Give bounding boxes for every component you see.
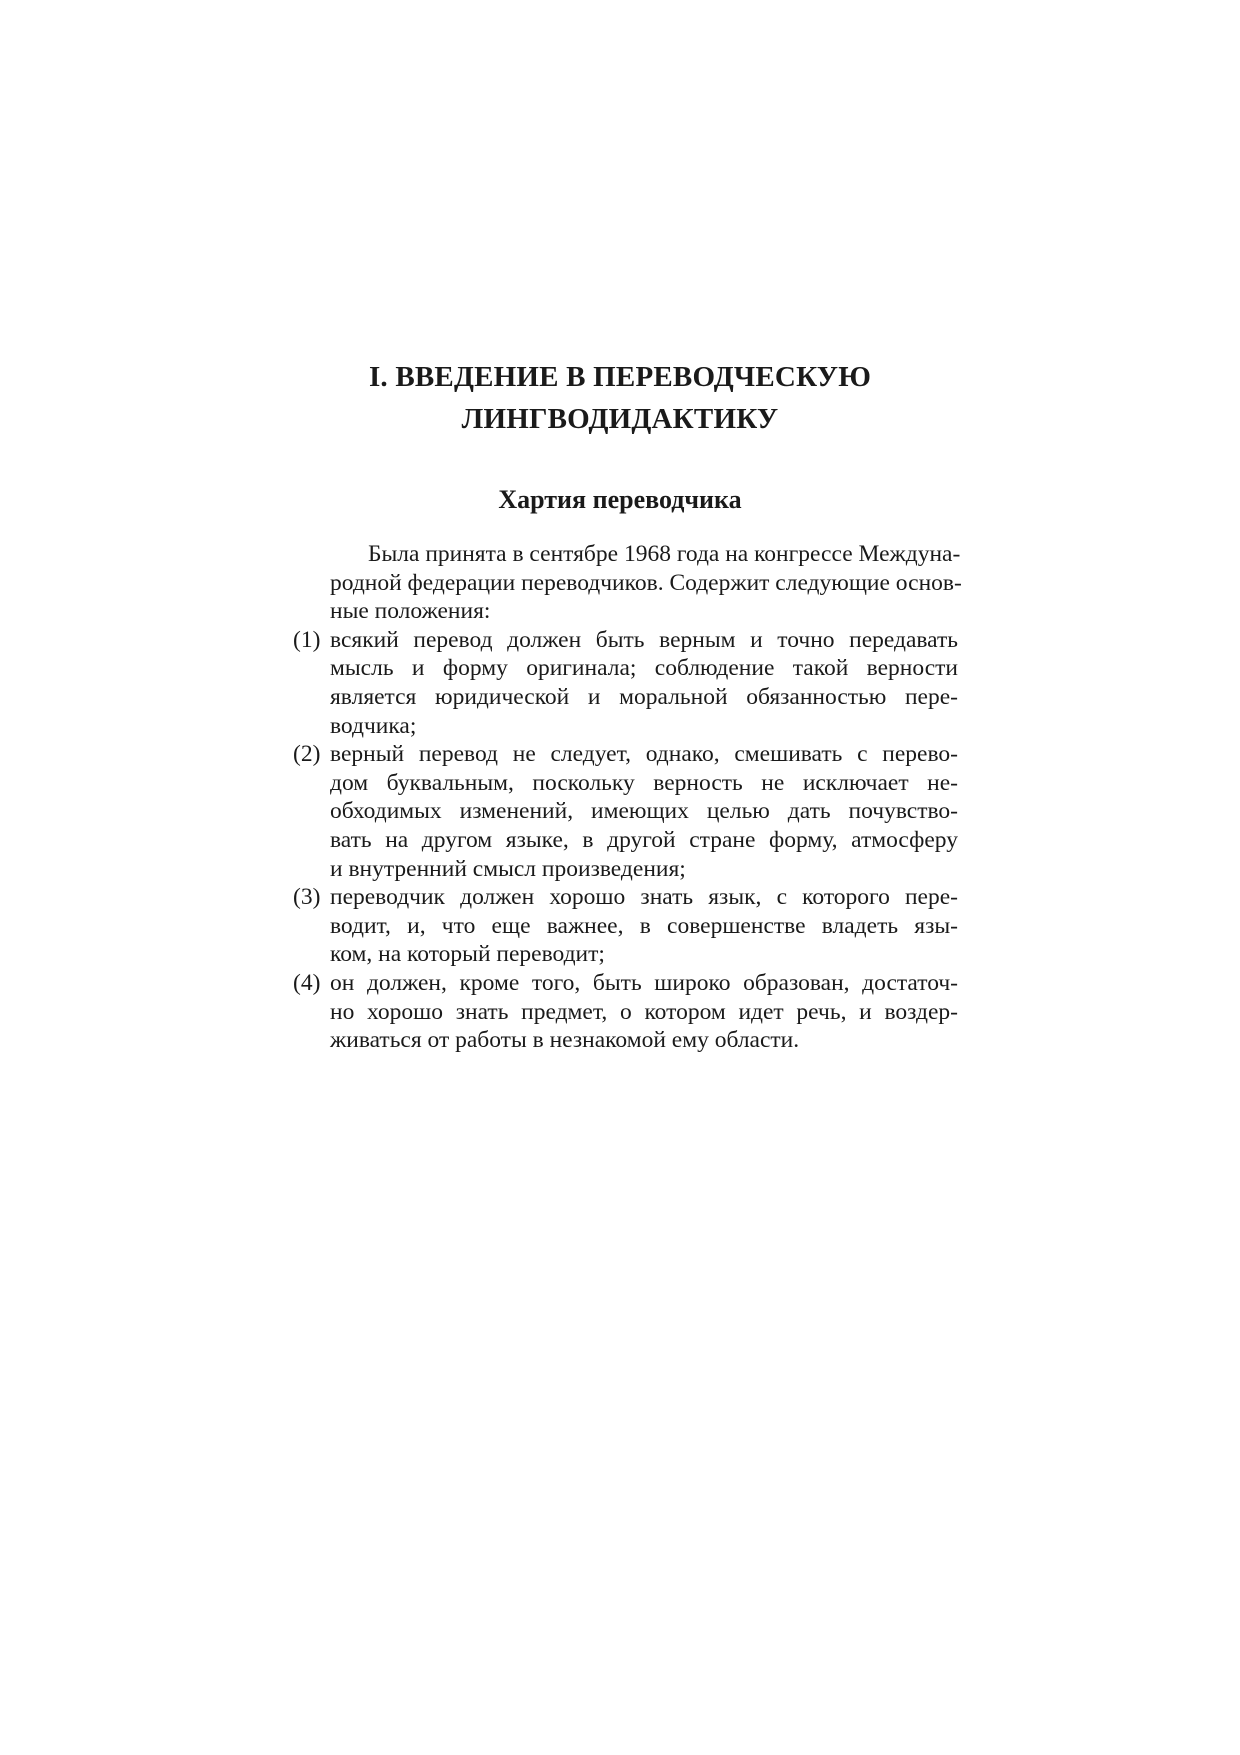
list-item-line: мысль и форму оригинала; соблюдение такой верности (330, 655, 958, 682)
chapter-title-line: I. ВВЕДЕНИЕ В ПЕРЕВОДЧЕСКУЮ (368, 361, 872, 393)
list-item-line: но хорошо знать предмет, о котором идет речь, и воздер- (330, 998, 958, 1025)
provisions-list (293, 626, 958, 1055)
list-item-line: дом буквальным, поскольку верность не исключает не- (330, 769, 958, 796)
paragraph-line: ные положения: (330, 598, 491, 625)
list-item-line: переводчик должен хорошо знать язык, с которого пере- (330, 884, 958, 911)
chapter-title (330, 356, 910, 440)
list-item-line: вать на другом языке, в другой стране форму, атмосферу (330, 826, 958, 853)
intro-paragraph (330, 540, 962, 626)
list-item-line: живаться от работы в незнакомой ему области. (330, 1027, 800, 1054)
list-item-line: водит, и, что еще важнее, в совершенстве владеть язы- (330, 912, 958, 939)
list-item-line: обходимых изменений, имеющих целью дать почувство- (330, 798, 958, 825)
chapter-title-line: ЛИНГВОДИДАКТИКУ (461, 403, 779, 435)
list-item-number: (3) (293, 884, 321, 911)
paragraph-line: родной федерации переводчиков. Содержит следующие основ- (330, 569, 962, 596)
list-item (293, 883, 958, 969)
list-item-number: (4) (293, 969, 321, 996)
list-item (293, 740, 958, 883)
list-item (293, 626, 958, 740)
list-item-line: он должен, кроме того, быть широко образован, достаточ- (330, 969, 958, 996)
list-item-number: (1) (293, 626, 321, 653)
paragraph-line: Была принята в сентябре 1968 года на конгрессе Междуна- (368, 541, 961, 567)
list-item-line: верный перевод не следует, однако, смешивать с перево- (330, 741, 958, 768)
list-item-number: (2) (293, 741, 321, 768)
list-item-line: и внутренний смысл произведения; (330, 855, 686, 882)
list-item-line: всякий перевод должен быть верным и точно передавать (330, 626, 958, 653)
body-text (293, 540, 962, 1055)
list-item-line: является юридической и моральной обязанностью пере- (330, 683, 958, 710)
list-item-line: ком, на который переводит; (330, 941, 605, 968)
list-item (293, 969, 958, 1055)
section-title: Хартия переводчика (498, 485, 742, 514)
list-item-line: водчика; (330, 712, 417, 739)
